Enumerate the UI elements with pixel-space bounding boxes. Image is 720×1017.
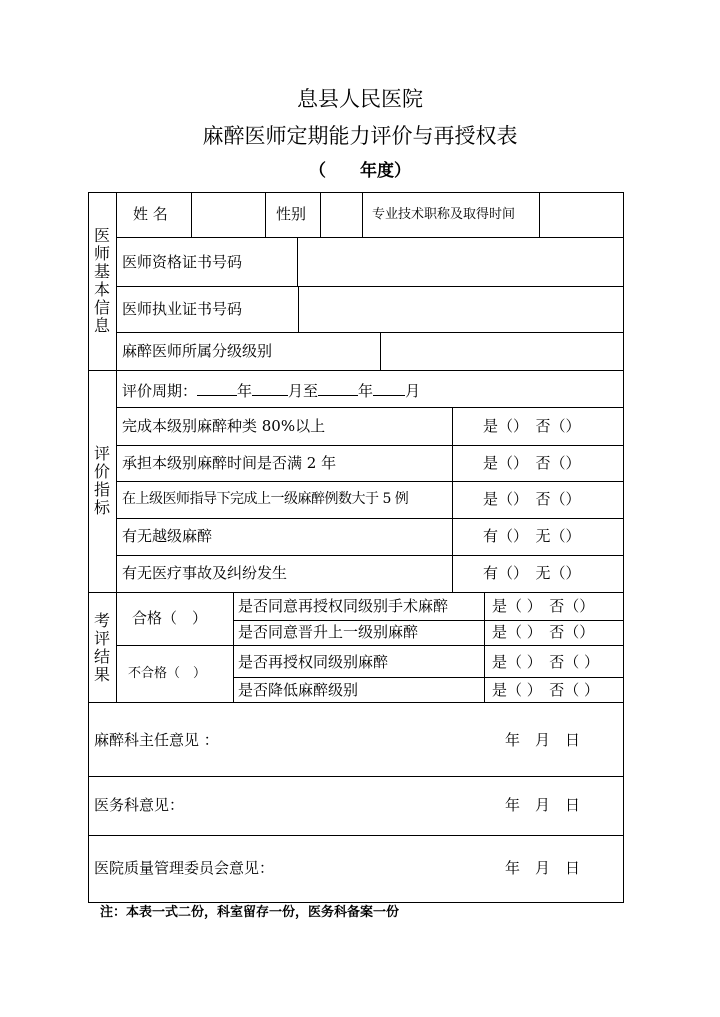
period-start-year-blank[interactable]	[197, 381, 237, 396]
medical-affairs-opinion-date: 年 月 日	[505, 796, 581, 814]
pass-checkbox[interactable]: 合格（ ）	[132, 609, 208, 627]
gender-field[interactable]	[322, 200, 360, 234]
result-item-options[interactable]: 是（ ） 否（）	[492, 623, 595, 641]
quality-committee-opinion-date: 年 月 日	[505, 859, 581, 877]
level-field[interactable]	[382, 335, 621, 368]
eval-item-options[interactable]: 是（） 否（）	[483, 417, 581, 435]
period-start-month-blank[interactable]	[252, 381, 288, 396]
period-end-month-blank[interactable]	[373, 381, 405, 396]
eval-item-options[interactable]: 是（） 否（）	[483, 490, 581, 508]
period-prefix: 评价周期：	[122, 382, 198, 400]
eval-item-label: 完成本级别麻醉种类 80%以上	[122, 417, 326, 435]
basic-info-section-label: 医师基本信息	[93, 226, 110, 335]
eval-item-options[interactable]: 有（） 无（）	[483, 527, 581, 545]
result-item-label: 是否再授权同级别麻醉	[238, 653, 389, 671]
result-item-options[interactable]: 是（ ） 否（ ）	[492, 653, 600, 671]
director-opinion-label: 麻醉科主任意见 ：	[94, 731, 219, 749]
level-label: 麻醉医师所属分级级别	[122, 342, 273, 360]
medical-affairs-opinion-label: 医务科意见：	[94, 796, 185, 814]
form-title: 麻醉医师定期能力评价与再授权表	[202, 124, 518, 148]
result-item-label: 是否降低麻醉级别	[238, 681, 359, 699]
year-line: （ 年度）	[309, 161, 411, 181]
quality-committee-opinion-label: 医院质量管理委员会意见：	[94, 859, 275, 877]
evaluation-period	[122, 381, 420, 399]
eval-item-options[interactable]: 是（） 否（）	[483, 454, 581, 472]
eval-item-label: 承担本级别麻醉时间是否满 2 年	[122, 454, 337, 472]
result-item-options[interactable]: 是（ ） 否（）	[492, 597, 595, 615]
footnote: 注：本表一式二份，科室留存一份，医务科备案一份	[100, 905, 400, 920]
result-item-label: 是否同意再授权同级别手术麻醉	[238, 597, 449, 615]
evaluation-section-label: 评价指标	[93, 444, 110, 517]
eval-item-options[interactable]: 有（） 无（）	[483, 564, 581, 582]
result-item-options[interactable]: 是（ ） 否（ ）	[492, 681, 600, 699]
period-month-to: 月至	[288, 382, 319, 400]
title-field[interactable]	[541, 200, 621, 234]
period-year1: 年	[237, 382, 253, 400]
name-label: 姓 名	[133, 205, 168, 223]
qualification-field[interactable]	[299, 240, 621, 284]
practice-label: 医师执业证书号码	[122, 300, 243, 318]
hospital-name: 息县人民医院	[297, 87, 423, 111]
director-opinion-date: 年 月 日	[505, 731, 581, 749]
practice-field[interactable]	[300, 289, 621, 330]
gender-label: 性别	[276, 205, 307, 223]
eval-item-label: 有无医疗事故及纠纷发生	[122, 564, 288, 582]
eval-item-label: 在上级医师指导下完成上一级麻醉例数大于 5 例	[122, 491, 409, 507]
eval-item-label: 有无越级麻醉	[122, 527, 213, 545]
period-end-year-blank[interactable]	[318, 381, 358, 396]
result-item-label: 是否同意晋升上一级别麻醉	[238, 623, 419, 641]
name-field[interactable]	[193, 200, 263, 234]
fail-checkbox[interactable]: 不合格（ ）	[128, 666, 207, 681]
qualification-label: 医师资格证书号码	[122, 253, 243, 271]
period-year2: 年	[358, 382, 374, 400]
title-label: 专业技术职称及取得时间	[372, 207, 516, 222]
results-section-label: 考评结果	[93, 611, 110, 684]
period-month-end: 月	[405, 382, 421, 400]
